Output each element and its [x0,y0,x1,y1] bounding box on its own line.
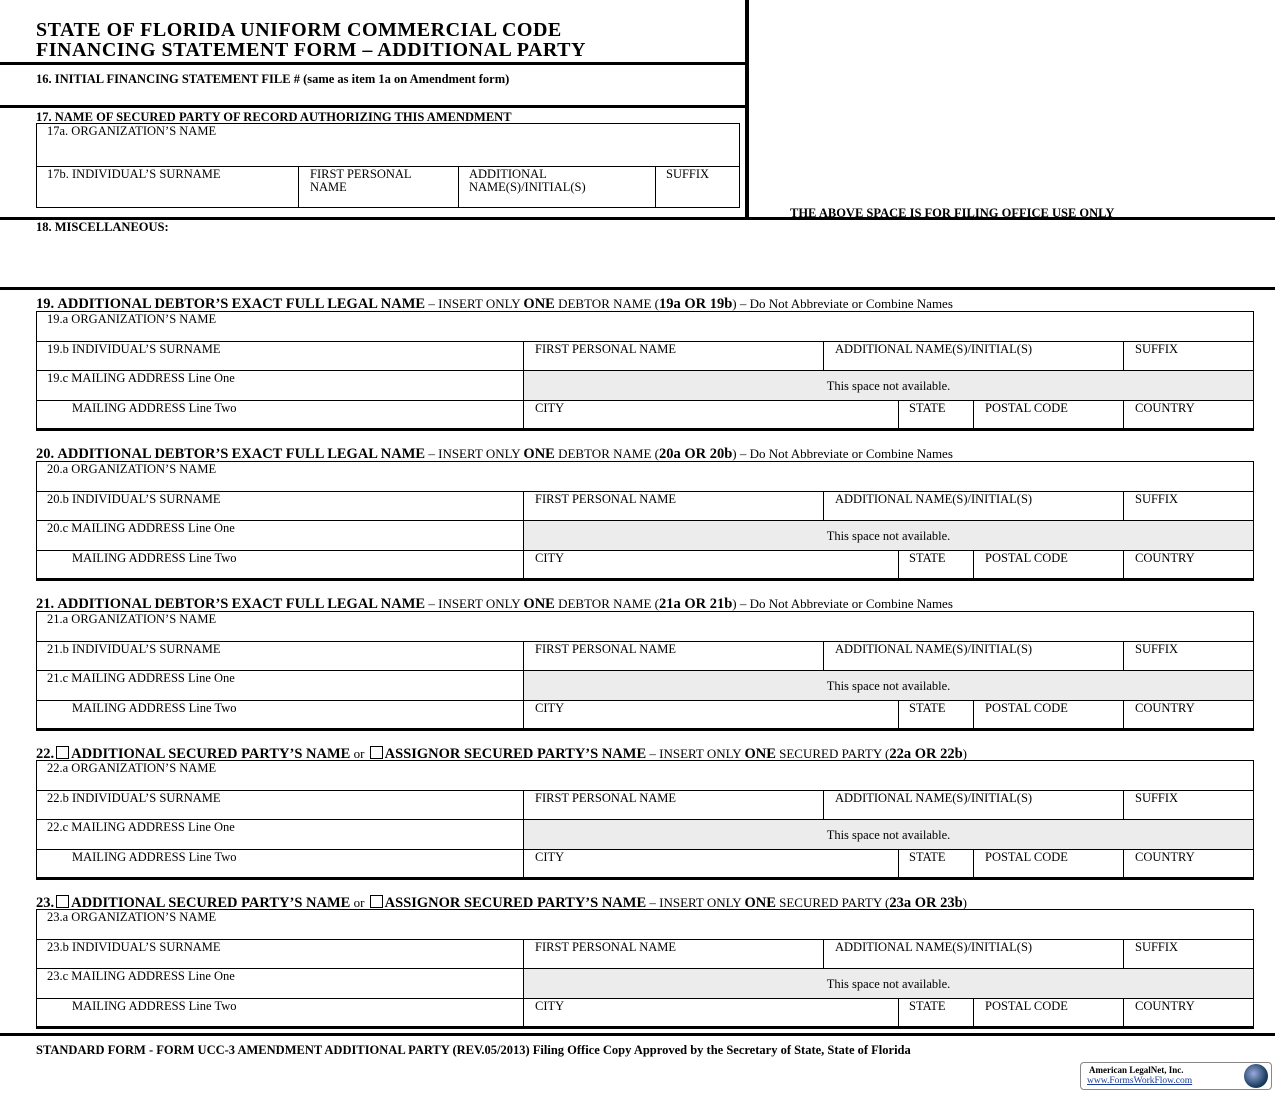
section-23-additional-checkbox[interactable] [56,895,69,908]
section-23-state-field[interactable] [899,1013,972,1027]
section-23-org-field[interactable] [37,924,1253,938]
section-19-first-label: FIRST PERSONAL NAME [535,341,676,356]
form-title-line1: STATE OF FLORIDA UNIFORM COMMERCIAL CODE [36,19,562,41]
section-19-addl-label: ADDITIONAL NAME(S)/INITIAL(S) [835,341,1033,356]
section-22-heading-t3: – INSERT ONLY [646,746,745,761]
section-21-heading-num: 21. [36,596,55,612]
section-19-mail2-label: MAILING ADDRESS Line Two [72,400,237,415]
section-19-postal-label: POSTAL CODE [985,400,1068,415]
section-22-heading-t5: SECURED PARTY ( [775,746,890,761]
section-20-heading-t5: DEBTOR NAME ( [554,446,659,461]
section-23-heading-t2: ASSIGNOR SECURED PARTY’S NAME [384,895,647,911]
item17-addl-label1: ADDITIONAL [469,167,547,181]
section-21-postal-label: POSTAL CODE [985,700,1068,715]
section-19-heading-t7: ) – Do Not Abbreviate or Combine Names [732,296,953,311]
section-19-postal-field[interactable] [974,415,1122,429]
section-21-org-label: 21.a ORGANIZATION’S NAME [47,612,217,626]
section-19-heading-t5: DEBTOR NAME ( [554,296,659,311]
section-21-bottom-rule [36,728,1254,731]
section-21-heading [36,597,953,611]
section-21-mail1-label: 21.c MAILING ADDRESS Line One [47,671,235,685]
filing-divider [745,0,749,218]
item18-rule [0,287,1275,290]
section-22-not-available: This space not available. [524,820,1253,849]
section-21-state-field[interactable] [899,715,972,729]
section-22-state-label: STATE [909,849,946,864]
section-20-postal-label: POSTAL CODE [985,550,1068,565]
section-22-postal-field[interactable] [974,864,1122,878]
section-21-heading-t7: ) – Do Not Abbreviate or Combine Names [732,596,953,611]
section-21-mail2-label: MAILING ADDRESS Line Two [72,700,237,715]
section-23-heading-t7: ) [962,895,968,910]
footer-text: STANDARD FORM - FORM UCC-3 AMENDMENT ADDITIONAL PARTY (REV.05/2013) Filing Office Copy Approved by the Secretary of State, State of Florida [36,1043,911,1057]
item17-suffix-field[interactable] [656,182,739,207]
section-23-surname-field[interactable] [37,954,523,968]
section-20-bottom-rule [36,578,1254,581]
section-23-mail1-label: 23.c MAILING ADDRESS Line One [47,969,235,983]
section-19-city-field[interactable] [524,415,897,429]
section-20-org-label: 20.a ORGANIZATION’S NAME [47,462,217,476]
section-19-surname-field[interactable] [37,356,523,370]
section-20-mail1-label: 20.c MAILING ADDRESS Line One [47,521,235,535]
section-22-first-label: FIRST PERSONAL NAME [535,790,676,805]
section-20-mail2-label: MAILING ADDRESS Line Two [72,550,237,565]
section-23-postal-label: POSTAL CODE [985,998,1068,1013]
section-22-city-label: CITY [535,849,565,864]
section-23-heading-or: or [350,895,368,910]
section-23-org-label: 23.a ORGANIZATION’S NAME [47,910,217,924]
section-22-heading-t6: 22a OR 22b [889,746,963,762]
section-19-country-field[interactable] [1124,415,1253,429]
footer-rule [0,1033,1275,1036]
section-21-postal-field[interactable] [974,715,1122,729]
section-22-heading-t4: ONE [744,746,776,762]
section-19-country-label: COUNTRY [1135,400,1195,415]
section-22-bottom-rule [36,877,1254,880]
section-22-org-label: 22.a ORGANIZATION’S NAME [47,761,217,775]
section-22-mail2-field[interactable] [37,864,523,878]
item17-first-field[interactable] [299,194,457,207]
section-19-suffix-label: SUFFIX [1135,341,1179,356]
section-23-first-field[interactable] [524,954,822,968]
section-23-addl-field[interactable] [824,954,1122,968]
section-21-surname-field[interactable] [37,656,523,670]
section-23-heading-t5: SECURED PARTY ( [775,895,890,910]
logo-url[interactable]: www.FormsWorkFlow.com [1087,1076,1193,1086]
section-19-state-label: STATE [909,400,946,415]
section-19-mail1-field[interactable] [37,385,523,399]
title-rule [0,62,749,65]
section-20-org-field[interactable] [37,476,1253,490]
section-22-heading [36,746,967,761]
section-19-bottom-rule [36,428,1254,431]
section-21-not-available: This space not available. [524,671,1253,700]
item16-rule [0,105,749,108]
section-19-mail1-label: 19.c MAILING ADDRESS Line One [47,371,235,385]
section-20-heading-t2: EXACT FULL LEGAL NAME [231,446,426,462]
section-21-org-field[interactable] [37,626,1253,640]
section-21-addl-label: ADDITIONAL NAME(S)/INITIAL(S) [835,641,1033,656]
section-19-city-label: CITY [535,400,565,415]
section-22-mail1-label: 22.c MAILING ADDRESS Line One [47,820,235,834]
item16-field[interactable] [36,88,736,104]
section-23-addl-label: ADDITIONAL NAME(S)/INITIAL(S) [835,939,1033,954]
section-22-addl-field[interactable] [824,805,1122,819]
section-22-org-field[interactable] [37,775,1253,789]
section-20-not-available: This space not available. [524,521,1253,550]
section-20-first-label: FIRST PERSONAL NAME [535,491,676,506]
section-19-org-label: 19.a ORGANIZATION’S NAME [47,312,217,326]
section-21-heading-t3: – INSERT ONLY [425,596,524,611]
filing-office-note: THE ABOVE SPACE IS FOR FILING OFFICE USE ONLY [790,206,1115,220]
section-20-country-label: COUNTRY [1135,550,1195,565]
section-20-addl-label: ADDITIONAL NAME(S)/INITIAL(S) [835,491,1033,506]
section-21-country-label: COUNTRY [1135,700,1195,715]
section-23-heading-t1: ADDITIONAL SECURED PARTY’S NAME [71,895,351,911]
item17a-field[interactable] [37,140,739,165]
form-title-line2: FINANCING STATEMENT FORM – ADDITIONAL PARTY [36,39,586,61]
section-23-first-label: FIRST PERSONAL NAME [535,939,676,954]
section-22-surname-field[interactable] [37,805,523,819]
section-21-suffix-label: SUFFIX [1135,641,1179,656]
section-22-postal-label: POSTAL CODE [985,849,1068,864]
section-23-heading-t6: 23a OR 23b [889,895,963,911]
section-23-heading [36,895,967,910]
section-19-suffix-field[interactable] [1124,356,1253,370]
item17b-field[interactable] [37,182,297,207]
section-20-suffix-field[interactable] [1124,506,1253,520]
section-22-first-field[interactable] [524,805,822,819]
item17-first-label1: FIRST PERSONAL [310,167,412,181]
section-21-heading-t1: ADDITIONAL DEBTOR’S [57,596,229,612]
section-22-suffix-label: SUFFIX [1135,790,1179,805]
section-20-city-label: CITY [535,550,565,565]
section-20-heading-t7: ) – Do Not Abbreviate or Combine Names [732,446,953,461]
section-19-state-field[interactable] [899,415,972,429]
section-23-mail2-label: MAILING ADDRESS Line Two [72,998,237,1013]
section-19-heading-t6: 19a OR 19b [658,296,733,312]
item17b-label: 17b. INDIVIDUAL’S SURNAME [47,167,221,181]
section-23-country-label: COUNTRY [1135,998,1195,1013]
section-20-mail2-field[interactable] [37,565,523,579]
section-21-heading-t2: EXACT FULL LEGAL NAME [231,596,426,612]
item18-field[interactable] [36,236,1254,284]
section-22-country-field[interactable] [1124,864,1253,878]
section-22-country-label: COUNTRY [1135,849,1195,864]
section-22-surname-label: 22.b INDIVIDUAL’S SURNAME [47,790,221,805]
section-23-mail2-field[interactable] [37,1013,523,1027]
section-21-mail2-field[interactable] [37,715,523,729]
section-21-suffix-field[interactable] [1124,656,1253,670]
section-22-city-field[interactable] [524,864,897,878]
item17-addl-label2: NAME(S)/INITIAL(S) [469,180,586,194]
section-20-surname-field[interactable] [37,506,523,520]
section-20-heading-t4: ONE [523,446,555,462]
section-21-mail1-field[interactable] [37,685,523,699]
section-23-city-label: CITY [535,998,565,1013]
section-21-heading-t6: 21a OR 21b [658,596,733,612]
section-20-surname-label: 20.b INDIVIDUAL’S SURNAME [47,491,221,506]
section-22-heading-t7: ) [962,746,968,761]
american-legalnet-logo[interactable] [1080,1062,1272,1090]
section-20-country-field[interactable] [1124,565,1253,579]
section-21-state-label: STATE [909,700,946,715]
section-20-addl-field[interactable] [824,506,1122,520]
section-21-country-field[interactable] [1124,715,1253,729]
section-23-not-available: This space not available. [524,969,1253,998]
section-20-state-label: STATE [909,550,946,565]
section-19-not-available: This space not available. [524,371,1253,400]
section-22-mail1-field[interactable] [37,834,523,848]
section-19-heading-t2: EXACT FULL LEGAL NAME [231,296,426,312]
section-19-addl-field[interactable] [824,356,1122,370]
section-22-state-field[interactable] [899,864,972,878]
section-22-addl-label: ADDITIONAL NAME(S)/INITIAL(S) [835,790,1033,805]
section-19-org-field[interactable] [37,326,1253,340]
item17-addl-field[interactable] [459,194,654,207]
section-23-heading-t3: – INSERT ONLY [646,895,745,910]
section-19-surname-label: 19.b INDIVIDUAL’S SURNAME [47,341,221,356]
section-23-city-field[interactable] [524,1013,897,1027]
section-21-addl-field[interactable] [824,656,1122,670]
section-20-city-field[interactable] [524,565,897,579]
section-22-heading-t2: ASSIGNOR SECURED PARTY’S NAME [384,746,647,762]
section-22-additional-checkbox[interactable] [56,746,69,759]
section-20-heading [36,447,953,461]
item16-label: 16. INITIAL FINANCING STATEMENT FILE # (same as item 1a on Amendment form) [36,72,510,86]
section-23-surname-label: 23.b INDIVIDUAL’S SURNAME [47,939,221,954]
section-19-heading-num: 19. [36,296,55,312]
section-19-heading-t3: – INSERT ONLY [425,296,524,311]
section-22-heading-or: or [350,746,368,761]
section-21-heading-t5: DEBTOR NAME ( [554,596,659,611]
section-20-heading-t3: – INSERT ONLY [425,446,524,461]
section-19-heading [36,297,953,311]
section-21-city-label: CITY [535,700,565,715]
section-23-state-label: STATE [909,998,946,1013]
section-20-first-field[interactable] [524,506,822,520]
section-21-surname-label: 21.b INDIVIDUAL’S SURNAME [47,641,221,656]
section-20-suffix-label: SUFFIX [1135,491,1179,506]
section-22-heading-num: 22. [36,746,55,762]
section-23-suffix-field[interactable] [1124,954,1253,968]
section-22-suffix-field[interactable] [1124,805,1253,819]
item18-label: 18. MISCELLANEOUS: [36,220,169,234]
section-20-heading-num: 20. [36,446,55,462]
section-20-heading-t6: 20a OR 20b [658,446,733,462]
section-23-mail1-field[interactable] [37,983,523,997]
globe-icon [1244,1064,1268,1088]
item17-suffix-label: SUFFIX [666,167,710,181]
section-20-postal-field[interactable] [974,565,1122,579]
logo-company: American LegalNet, Inc. [1089,1065,1184,1075]
section-20-mail1-field[interactable] [37,535,523,549]
section-21-heading-t4: ONE [523,596,555,612]
section-23-heading-t4: ONE [744,895,776,911]
section-19-mail2-field[interactable] [37,415,523,429]
section-21-first-label: FIRST PERSONAL NAME [535,641,676,656]
section-22-heading-t1: ADDITIONAL SECURED PARTY’S NAME [71,746,351,762]
item17a-label: 17a. ORGANIZATION’S NAME [47,124,217,138]
section-19-first-field[interactable] [524,356,822,370]
section-20-state-field[interactable] [899,565,972,579]
section-23-postal-field[interactable] [974,1013,1122,1027]
section-19-heading-t1: ADDITIONAL DEBTOR’S [57,296,229,312]
section-23-suffix-label: SUFFIX [1135,939,1179,954]
section-21-first-field[interactable] [524,656,822,670]
section-19-heading-t4: ONE [523,296,555,312]
section-22-assignor-checkbox[interactable] [370,746,383,759]
section-20-heading-t1: ADDITIONAL DEBTOR’S [57,446,229,462]
section-23-assignor-checkbox[interactable] [370,895,383,908]
section-23-country-field[interactable] [1124,1013,1253,1027]
section-21-city-field[interactable] [524,715,897,729]
item17-first-label2: NAME [310,180,347,194]
section-23-bottom-rule [36,1026,1254,1029]
item17-label: 17. NAME OF SECURED PARTY OF RECORD AUTHORIZING THIS AMENDMENT [36,110,512,124]
section-23-heading-num: 23. [36,895,55,911]
section-22-mail2-label: MAILING ADDRESS Line Two [72,849,237,864]
